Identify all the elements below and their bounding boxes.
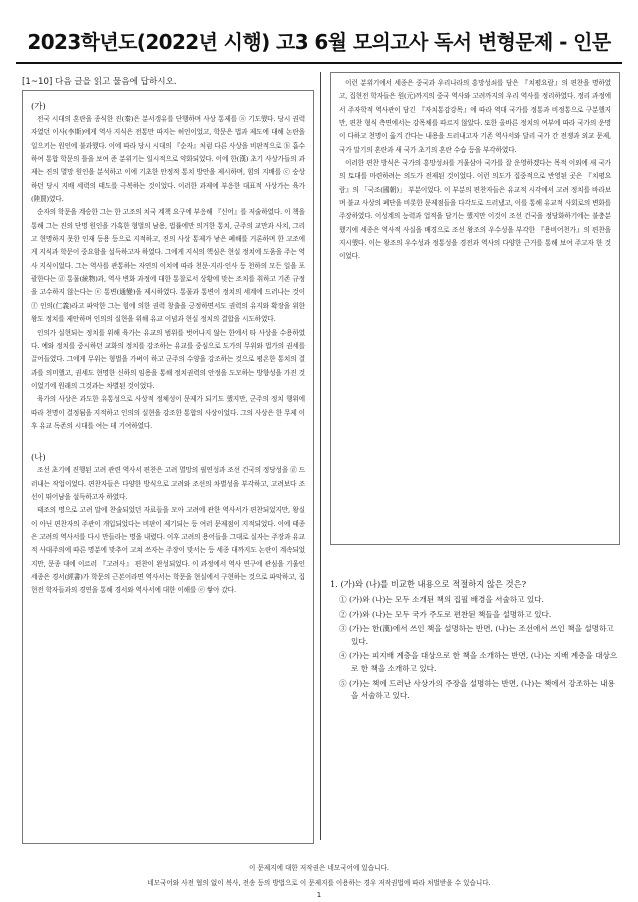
answer-option-2[interactable]: ② (가)와 (나)는 모두 국가 주도로 편찬된 책들을 설명하고 있다. xyxy=(339,609,552,619)
page-number: 1 xyxy=(316,891,322,899)
passage-b-paragraph: 태조의 명으로 고려 말에 찬술되었던 자료들을 모아 고려에 관한 역사서가 편찬되었지만, 왕실이 아닌 편찬자의 주관이 개입되었다는 비판이 제기되는 등 여러 문제점이 지적되었다. 이에 태종은 고려의 역사서를 다시 만들라는 명을 내렸다. 이후 고려의 용어들을 그대로 실자는 주장과 유교적 사대주의에 따른 명분에 맞추어 고쳐 쓰자는 주장이 맞서는 등 세종 대까지도 논란이 계속되었지만, 문종 대에 이르러 『고려사』 편찬이 완성되었다. 이 과정에서 역사 연구에 관심을 기울인 세종은 경서(經書)가 학문의 근본이라면 역사서는 학문을 현실에서 구현하는 것으로 파악하고, 집현전 학자들과의 경연을 통해 경서와 역사서에 대한 이해를 ⓔ 쌓아 갔다. xyxy=(31,506,305,595)
copyright-warning: 네모국어와 사전 협의 없이 복사, 전송 등의 방법으로 이 문제지를 이용하는 경우 저작권법에 따라 처벌받을 수 있습니다. xyxy=(147,879,491,887)
instruction: [1~10] 다음 글을 읽고 물음에 답하시오. xyxy=(22,77,177,87)
passage-box-right xyxy=(330,72,620,545)
answer-option-3[interactable]: ③ (가)는 한(漢)에서 쓰인 책을 설명하는 반면, (나)는 조선에서 쓰인 책을 설명하고 있다. xyxy=(339,624,614,646)
column-divider xyxy=(320,72,321,840)
passage-b-label: (나) xyxy=(31,452,46,463)
passage-b-paragraph: 이런 분위기에서 세종은 중국과 우리나라의 흥망성쇠를 담은 『치평요람』의 편찬을 명하였고, 집현전 학자들은 원(元)까지의 중국 역사와 고려까지의 우리 역사를 정리하였다. 정리 과정에서 주자학적 역사관이 담긴 『자치통감강목』에 따라 역대 국가를 정통과 비정통으로 구분했지만, 편찬 형식 측면에서는 강목체를 따르지 않았다. 또한 올바른 정치의 여부에 따라 국가의 운명이 다하고 천명이 옮겨 간다는 내용을 드러내고자 기존 역사서와 달리 국가 간 전쟁과 외교 문제, 국가 말기의 혼란과 새 국가 초기의 혼란 수습 등을 부각하였다. xyxy=(339,79,611,154)
passage-a-paragraph: 순자의 학문을 계승한 그는 한 고조의 치국 계책 요구에 부응해 『신어』를 저술하였다. 이 책을 통해 그는 진의 단명 원인을 가혹한 형벌의 남용, 법률에만 의거한 통치, 군주의 교만과 사치, 그리고 현명하지 못한 인재 등용 등으로 지적하고, 진의 사상 통제가 낳은 폐해를 거론하며 한 고조에게 지식과 학문이 중요함을 설득하고자 하였다. 그에게 지식의 핵심은 현실 정치에 도움을 주는 역사 지식이었다. 그는 역사를 관통하는 자연의 이치에 따라 천문·지리·인사 등 천하의 모든 일을 포괄한다는 ⓓ 통물(統物)과, 역사 변화 과정에 대한 통찰로서 상황에 맞는 조치를 취하고 기존 규정을 고수하지 않는다는 ⓔ 통변(通變)을 제시하였다. 통물과 통변이 정치의 세계에 드러나는 것이 ⓕ 인의(仁義)라고 파악한 그는 힘에 의한 권력 창출을 긍정하면서도 권력의 유지와 확장을 위한 왕도 정치를 제안하며 인의의 실현을 위해 유교 이념과 현실 정치의 결합을 시도하였다. xyxy=(31,208,305,324)
question-1 xyxy=(330,577,620,705)
page-title: 2023학년도(2022년 시행) 고3 6월 모의고사 독서 변형문제 - 인문 xyxy=(27,30,611,54)
passage-b-paragraph: 이러한 편찬 방식은 국가의 흥망성쇠를 거울삼아 국가를 잘 운영하겠다는 목적 이외에 새 국가의 토대를 마련하려는 의도가 전제된 것이었다. 이런 의도가 집중적으로 반영된 곳은 『치평요람』의 「국조(國朝)」 부분이었다. 이 부분의 편찬자들은 유교적 시각에서 고려 정치를 바라보며 불교 사상의 폐단을 비롯한 문제점들을 다각도로 드러냈고, 이를 통해 유교적 사회로의 변화를 주장하였다. 이성계의 능력과 업적을 담기는 했지만 이것이 조선 건국을 정당화하기에는 불충분했기에 세종은 역사적 사실을 배경으로 조선 왕조의 우수성을 부각한 『용비어천가』의 편찬을 지시했다. 이는 왕조의 우수성과 정통성을 경전과 역사의 다양한 근거를 통해 보여 주고자 한 것이었다. xyxy=(339,159,611,261)
passage-a-paragraph: 전국 시대의 혼란을 종식한 진(秦)은 분서갱유를 단행하며 사상 통제를 ⓐ 기도했다. 당시 권력자였던 이사(李斯)에게 역사 지식은 전통만 따지는 허언이었고, 학문은 법과 제도에 대해 논란을 일으키는 원인에 불과했다. 이에 따라 당시 시대의 『순자』처럼 다른 사상을 비판적으로 ⓑ 흡수하여 통합 학문의 틀을 보여 준 분위기는 일시적으로 약화되었다. 이에 한(漢) 초기 사상가들의 과제는 진의 멸망 원인을 분석하고 이에 기초한 안정적 통치 방안을 제시하며, 힘의 지배를 ⓒ 숭상하던 당시 지배 세력의 태도를 극복하는 것이었다. 이러한 과제에 부응한 대표적 사상가는 육가(陸賈)였다. xyxy=(31,115,305,204)
passage-a-paragraph: 인의가 실현되는 정치를 위해 육가는 유교의 범위를 벗어나지 않는 한에서 타 사상을 수용하였다. 예와 정치를 중시하던 교화의 정치를 강조하는 유교를 중심으로 도가의 무위와 법가의 권세를 끌어들였다. 그에게 무위는 형벌을 가벼이 하고 군주의 수양을 강조하는 것으로 평온한 통치의 결과를 의미했고, 권세도 현명한 신하의 임용을 통해 정치권력의 안정을 도모하는 방향성을 가진 것이었기에 원래의 그것과는 차별된 것이었다. xyxy=(31,328,305,390)
answer-option-1[interactable]: ① (가)와 (나)는 모두 소개된 책의 집필 배경을 서술하고 있다. xyxy=(339,595,544,604)
passage-a-paragraph: 육가의 사상은 과도한 유통성으로 사상적 정체성이 문제가 되기도 했지만, 군주의 정치 행위에 따라 천명이 결정됨을 지적하고 인의의 실현을 강조한 통합의 사상이었다. 그의 사상은 한 무제 이후 유교 독존의 시대를 여는 데 기여하였다. xyxy=(31,395,305,430)
answer-option-5[interactable]: ⑤ (가)는 책에 드러난 사상가의 주장을 설명하는 반면, (나)는 책에서 강조하는 내용을 서술하고 있다. xyxy=(339,678,615,701)
answer-option-4[interactable]: ④ (가)는 피지배 계층을 대상으로 한 책을 소개하는 반면, (나)는 지배 계층을 대상으로 한 책을 소개하고 있다. xyxy=(339,651,618,673)
question-stem: 1. (가)와 (나)를 비교한 내용으로 적절하지 않은 것은? xyxy=(330,579,527,589)
copyright-notice: 이 문제지에 대한 저작권은 네모국어에 있습니다. xyxy=(249,864,389,872)
title-rule xyxy=(16,62,622,64)
passage-box-left xyxy=(22,90,314,844)
passage-a-label: (가) xyxy=(31,101,46,111)
passage-b-paragraph: 조선 초기에 진행된 고려 관련 역사서 편찬은 고려 멸망의 필연성과 조선 건국의 정당성을 ⓓ 드러내는 작업이었다. 편찬자들은 다양한 방식으로 고려와 조선의 차별성을 부각하고, 고려보다 조선이 뛰어남을 설득하고자 하였다. xyxy=(31,466,305,501)
